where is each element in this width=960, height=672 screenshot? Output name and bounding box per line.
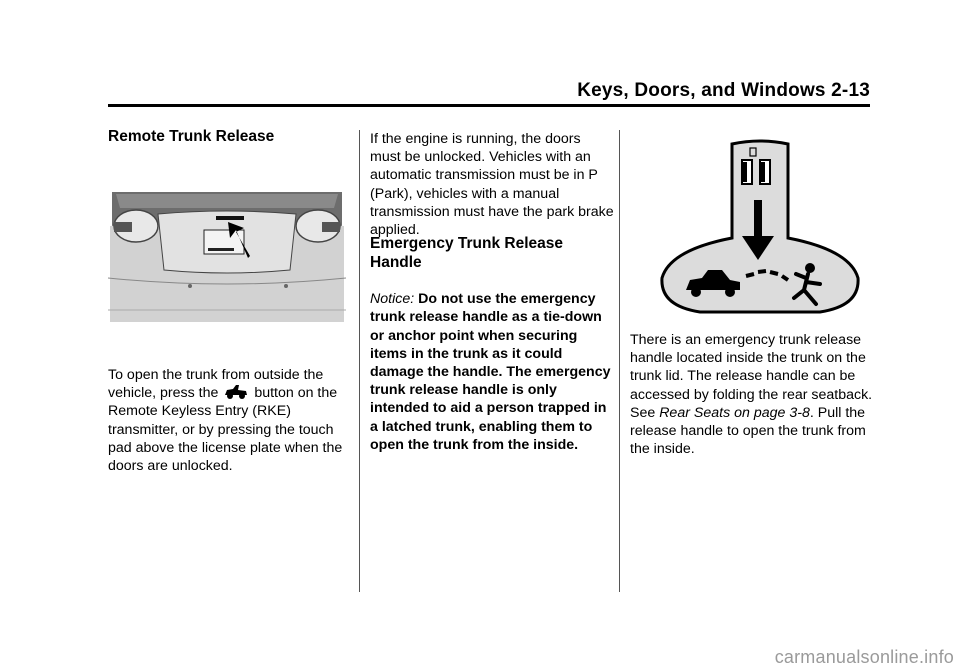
column-divider-1 (359, 130, 360, 592)
rear-seats-link[interactable]: Rear Seats on page 3-8 (659, 404, 810, 421)
header-divider (108, 104, 870, 107)
remote-trunk-paragraph (108, 366, 358, 475)
column-divider-2 (619, 130, 620, 592)
watermark: carmanualsonline.info (774, 647, 954, 667)
remote-para-text-2: button on the Remote Keyless Entry (RKE) transmitter, or by pressing the touch pad above the license plate when the doors are unlocked. (108, 385, 343, 475)
trunk-release-icon (224, 384, 248, 400)
emergency-release-handle-illustration (660, 138, 860, 318)
right-para-text-1: There is an emergency trunk release handle located inside the trunk on the trunk lid. The release handle can be accessed by folding the rear seatback. See (630, 332, 873, 421)
engine-running-paragraph: If the engine is running, the doors must be unlocked. Vehicles with an automatic transmission must be in P (Park), vehicles with a manual transmission must have the park brake applied. (370, 131, 614, 239)
remote-trunk-release-heading: Remote Trunk Release (108, 128, 275, 145)
right-para-text-2: . Pull the release handle to open the trunk from the inside. (630, 404, 866, 458)
emergency-handle-paragraph (630, 331, 875, 458)
notice-label: Notice: (370, 291, 415, 308)
remote-para-text-1: To open the trunk from outside the vehicle, press the (108, 367, 324, 402)
notice-text: Do not use the emergency trunk release handle as a tie-down or anchor point when securing items in the trunk as it could damage the handle. The emergency trunk release handle is only intended to aid a person trapped in a latched trunk, enabling them to open the trunk from the inside. (370, 291, 611, 453)
page-header-title: Keys, Doors, and Windows 2-13 (577, 80, 870, 101)
trunk-lid-illustration (108, 186, 346, 324)
notice-paragraph (370, 290, 615, 454)
emergency-trunk-release-heading: Emergency Trunk Release Handle (370, 235, 563, 271)
